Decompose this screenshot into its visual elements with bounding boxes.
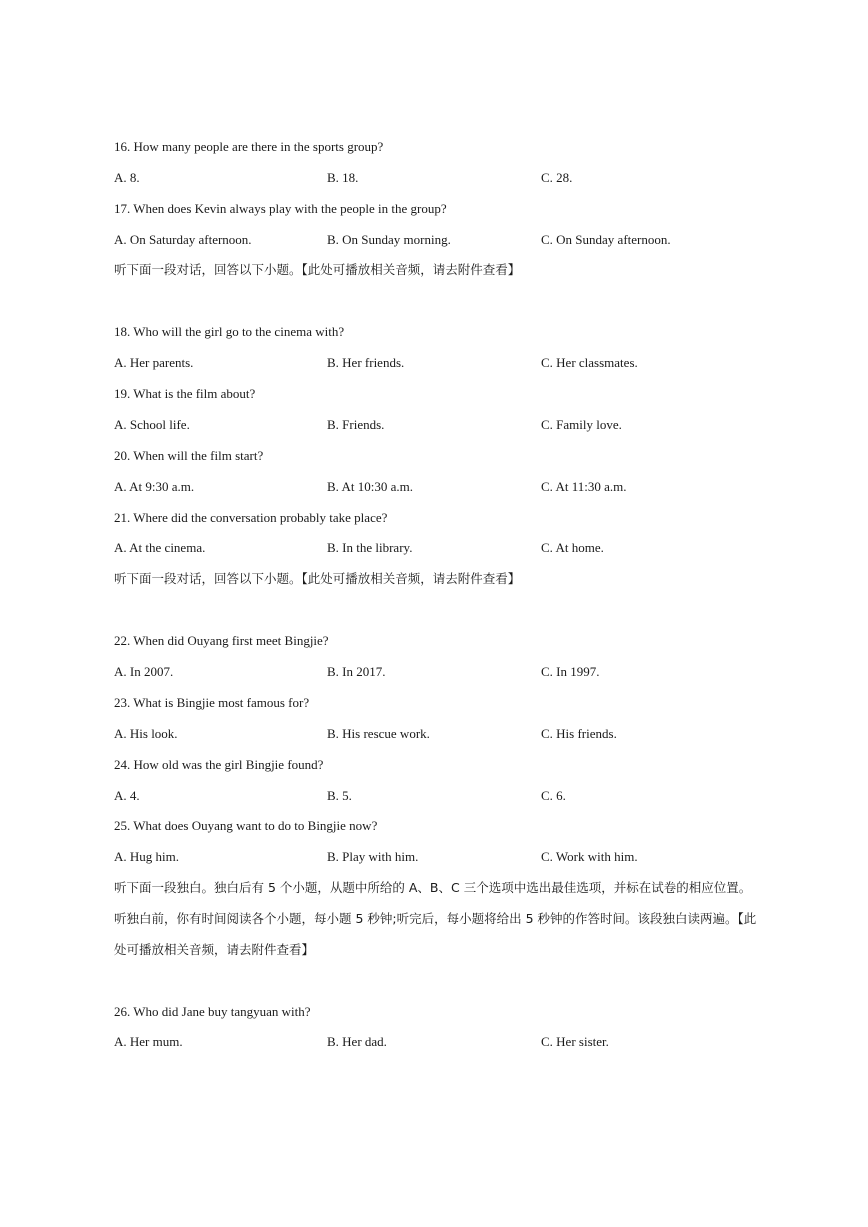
q16-option-a: A. 8.	[114, 170, 140, 185]
q16-option-b: B. 18.	[327, 170, 359, 185]
question-21: 21. Where did the conversation probably take place?	[114, 510, 388, 525]
dialogue-instruction-2: 听下面一段对话，回答以下小题。【此处可播放相关音频，请去附件查看】	[114, 571, 521, 586]
question-20: 20. When will the film start?	[114, 448, 264, 463]
q22-option-b: B. In 2017.	[327, 664, 386, 679]
q18-option-b: B. Her friends.	[327, 355, 405, 370]
q22-option-c: C. In 1997.	[541, 664, 600, 679]
question-19: 19. What is the film about?	[114, 386, 256, 401]
q24-option-c: C. 6.	[541, 788, 566, 803]
question-24: 24. How old was the girl Bingjie found?	[114, 757, 324, 772]
q23-option-c: C. His friends.	[541, 726, 617, 741]
q25-option-c: C. Work with him.	[541, 849, 638, 864]
dialogue-instruction-1: 听下面一段对话，回答以下小题。【此处可播放相关音频，请去附件查看】	[114, 262, 521, 277]
q17-option-b: B. On Sunday morning.	[327, 232, 451, 247]
question-17: 17. When does Kevin always play with the people in the group?	[114, 201, 447, 216]
q20-option-c: C. At 11:30 a.m.	[541, 479, 627, 494]
q21-option-c: C. At home.	[541, 540, 604, 555]
q20-option-b: B. At 10:30 a.m.	[327, 479, 413, 494]
q25-option-a: A. Hug him.	[114, 849, 179, 864]
q21-option-b: B. In the library.	[327, 540, 413, 555]
monologue-instruction: 听下面一段独白。独白后有 5 个小题，从题中所给的 A、B、C 三个选项中选出最佳选项，并标在试卷的相应位置。听独白前，你有时间阅读各个小题，每小题 5 秒钟;听完后，每小题将给出 5 秒钟的作答时间。该段独白读两遍。【此处可播放相关音频，请去附件查看】	[114, 880, 757, 957]
question-18: 18. Who will the girl go to the cinema with?	[114, 324, 345, 339]
q26-option-a: A. Her mum.	[114, 1034, 183, 1049]
q23-option-b: B. His rescue work.	[327, 726, 430, 741]
q24-option-b: B. 5.	[327, 788, 352, 803]
q17-option-a: A. On Saturday afternoon.	[114, 232, 252, 247]
q19-option-c: C. Family love.	[541, 417, 622, 432]
q23-option-a: A. His look.	[114, 726, 178, 741]
question-22: 22. When did Ouyang first meet Bingjie?	[114, 633, 329, 648]
q21-option-a: A. At the cinema.	[114, 540, 206, 555]
q19-option-b: B. Friends.	[327, 417, 385, 432]
question-25: 25. What does Ouyang want to do to Bingjie now?	[114, 818, 378, 833]
q19-option-a: A. School life.	[114, 417, 190, 432]
q22-option-a: A. In 2007.	[114, 664, 174, 679]
question-16: 16. How many people are there in the sports group?	[114, 139, 384, 154]
q20-option-a: A. At 9:30 a.m.	[114, 479, 195, 494]
q18-option-a: A. Her parents.	[114, 355, 194, 370]
q25-option-b: B. Play with him.	[327, 849, 419, 864]
q24-option-a: A. 4.	[114, 788, 140, 803]
q18-option-c: C. Her classmates.	[541, 355, 638, 370]
q26-option-b: B. Her dad.	[327, 1034, 387, 1049]
question-23: 23. What is Bingjie most famous for?	[114, 695, 310, 710]
q26-option-c: C. Her sister.	[541, 1034, 609, 1049]
q17-option-c: C. On Sunday afternoon.	[541, 232, 671, 247]
question-26: 26. Who did Jane buy tangyuan with?	[114, 1004, 311, 1019]
q16-option-c: C. 28.	[541, 170, 573, 185]
